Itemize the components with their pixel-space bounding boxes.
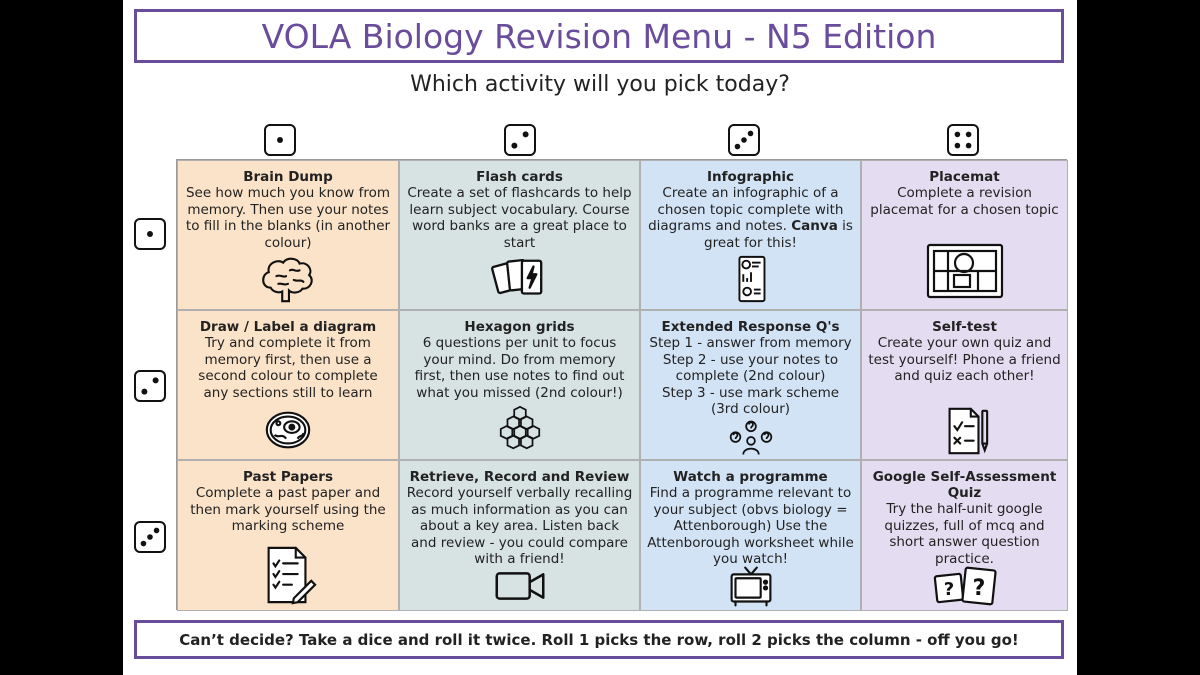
activity-title: Extended Response Q's (661, 319, 840, 335)
hexagon-grid-icon (489, 404, 551, 456)
activity-cell-brain-dump[interactable] (177, 160, 399, 310)
activity-title: Google Self-Assessment Quiz (872, 469, 1057, 501)
video-camera-icon (489, 567, 551, 605)
activity-title: Placemat (929, 169, 1000, 185)
footer-box (134, 620, 1064, 659)
activity-description: Complete a revision placemat for a chosen topic (870, 185, 1059, 218)
activity-title: Brain Dump (243, 169, 333, 185)
die-one-icon (264, 124, 296, 156)
activity-description: 6 questions per unit to focus your mind. Do from memory first, then use notes to find out what you missed (2nd colour!) (414, 335, 625, 401)
brain-icon (257, 253, 319, 305)
die-four-icon (947, 124, 979, 156)
activity-description: Find a programme relevant to your subject (obvs biology = Attenborough) Use the Attenborough worksheet while you watch! (647, 485, 854, 567)
activity-cell-google-quiz[interactable] (861, 460, 1068, 611)
quiz-checklist-icon (934, 405, 996, 457)
activity-cell-placemat[interactable] (861, 160, 1068, 310)
activity-title: Retrieve, Record and Review (409, 469, 630, 485)
infographic-icon (720, 253, 782, 305)
activity-description: Try the half-unit google quizzes, full of mcq and short answer question practice. (884, 501, 1045, 567)
die-one-icon (134, 218, 166, 250)
activity-title: Draw / Label a diagram (199, 319, 377, 335)
die-two-icon (504, 124, 536, 156)
activity-title: Self-test (932, 319, 997, 335)
television-icon (720, 565, 782, 607)
activity-cell-past-papers[interactable] (177, 460, 399, 611)
die-two-icon (134, 370, 166, 402)
activity-description: See how much you know from memory. Then use your notes to fill in the blanks (in another colour) (185, 185, 391, 251)
activity-title: Watch a programme (673, 469, 828, 485)
slide (123, 0, 1077, 675)
die-three-icon (134, 521, 166, 553)
activity-grid (176, 159, 1067, 610)
question-cards-icon (930, 565, 1000, 607)
activity-cell-flash-cards[interactable] (399, 160, 640, 310)
step-1: Step 1 - answer from memory (649, 335, 852, 351)
question-person-icon (720, 419, 782, 457)
activity-description: Create your own quiz and test yourself! Phone a friend and quiz each other! (868, 335, 1061, 384)
footer-instructions: Can’t decide? Take a dice and roll it twice. Roll 1 picks the row, roll 2 picks the column - off you go! (179, 630, 1019, 649)
exam-paper-icon (257, 543, 319, 607)
card-question-mark: ? (972, 576, 985, 601)
activity-title: Past Papers (243, 469, 333, 485)
activity-title: Infographic (706, 169, 795, 185)
activity-cell-draw-label-diagram[interactable] (177, 310, 399, 460)
activity-description: Complete a past paper and then mark yourself using the marking scheme (190, 485, 386, 534)
step-2: Step 2 - use your notes to complete (2nd colour) (662, 351, 839, 384)
card-question-mark: ? (943, 579, 954, 600)
activity-title: Flash cards (476, 169, 563, 185)
flash-cards-icon (489, 255, 551, 307)
activity-description: Create an infographic of a chosen topic complete with diagrams and notes. Canva is great for this! (648, 185, 853, 251)
cell-diagram-icon (257, 404, 319, 456)
die-three-icon (728, 124, 760, 156)
step-3: Step 3 - use mark scheme (3rd colour) (661, 384, 840, 417)
page-title: VOLA Biology Revision Menu - N5 Edition (261, 16, 937, 56)
activity-cell-infographic[interactable] (640, 160, 861, 310)
page-subtitle: Which activity will you pick today? (410, 72, 790, 97)
activity-cell-retrieve-record-review[interactable] (399, 460, 640, 611)
activity-title: Hexagon grids (464, 319, 575, 335)
activity-cell-hexagon-grids[interactable] (399, 310, 640, 460)
placemat-icon (926, 243, 1004, 299)
activity-description: Record yourself verbally recalling as much information as you can about a key area. Listen back and review - you could compare with a friend! (406, 485, 633, 567)
activity-cell-watch-programme[interactable] (640, 460, 861, 611)
activity-description: Create a set of flashcards to help learn subject vocabulary. Course word banks are a great place to start (407, 185, 632, 251)
title-box (134, 9, 1064, 63)
activity-cell-self-test[interactable] (861, 310, 1068, 460)
activity-cell-extended-response[interactable] (640, 310, 861, 460)
activity-description: Try and complete it from memory first, then use a second colour to complete any sections still to learn (198, 335, 378, 401)
